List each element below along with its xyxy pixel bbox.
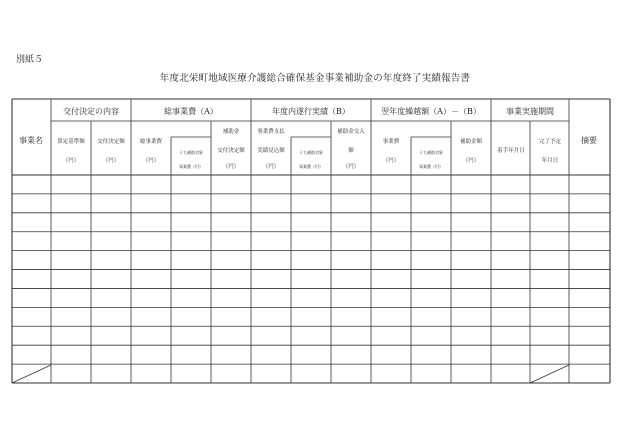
col-jigyohi-shiharai: 事業費支払 (257, 129, 285, 135)
col-sojigyohi-unit: （円） (142, 158, 160, 164)
col-santei-kijun: 算定基準額 (57, 139, 85, 145)
col-hojokin-juny: 補助金交入 (337, 129, 365, 135)
col-jigyohi-en-2: 事業費（円） (299, 164, 323, 169)
col-chakushu: 着手年月日 (497, 148, 525, 154)
col-jisseki-mikomi: 実績見込額 (257, 148, 285, 154)
col-kofu-kettei-gaku: 交付決定額 (217, 148, 245, 154)
col-hojokin-gaku: 補助金額 (459, 139, 483, 145)
page-label: 別紙５ (16, 55, 44, 65)
header-tekiyo: 摘要 (581, 136, 597, 145)
row-header-jigyomei: 事業名 (19, 136, 43, 145)
col-gaku: 額 (348, 148, 354, 154)
group-yokunendo: 翌年度繰越額（A）－（B） (381, 107, 481, 116)
col-jigyohi: 事業費 (382, 139, 400, 145)
group-nendonai: 年度内遂行実績（B） (272, 107, 350, 116)
col-jisseki-mikomi-unit: （円） (262, 164, 280, 170)
col-nengappi: 年月日 (541, 158, 559, 164)
col-sojigyohi: 総事業費 (139, 139, 163, 145)
col-kofu-kettei-gaku-unit: （円） (222, 164, 240, 170)
col-jigyohi-en-3: 事業費（円） (419, 164, 443, 169)
col-kofu-kettei: 交付決定額 (97, 139, 125, 145)
group-kofu: 交付決定の内容 (63, 107, 119, 116)
document-title: 年度北栄町地域医療介護総合確保基金事業補助金の年度終了実績報告書 (159, 73, 471, 84)
col-jigyohi-unit: （円） (382, 158, 400, 164)
col-uchi-taisho-3: うち補助対象 (419, 150, 443, 155)
col-uchi-taisho-1: うち補助対象 (179, 150, 203, 155)
col-kofu-kettei-unit: （円） (102, 158, 120, 164)
col-hojokin: 補助金 (222, 129, 240, 135)
group-sojigyo: 総事業費（A） (164, 107, 218, 116)
col-uchi-taisho-2: うち補助対象 (299, 150, 323, 155)
col-gaku-unit: （円） (342, 164, 360, 170)
col-jigyohi-en-1: 事業費（円） (179, 164, 203, 169)
col-hojokin-gaku-unit: （円） (462, 158, 480, 164)
group-jisshi: 事業実施期間 (506, 107, 554, 116)
col-santei-kijun-unit: （円） (62, 158, 80, 164)
col-kanryo-yotei: 完了予定 (538, 139, 562, 145)
